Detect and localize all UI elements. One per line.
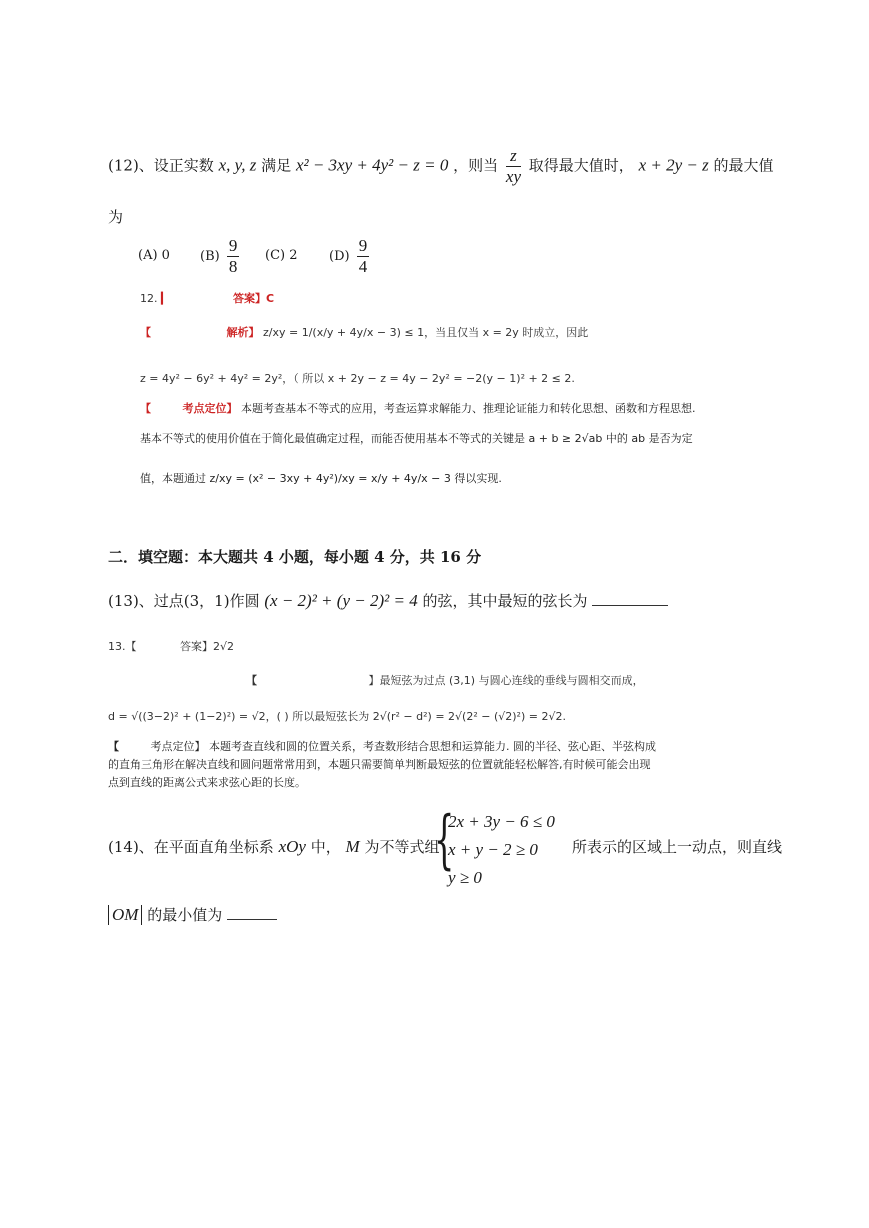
- q13-kd-text1: 本题考查直线和圆的位置关系，考查数形结合思想和运算能力. 圆的半径、弦心距、半弦构成: [209, 740, 656, 753]
- q13-analysis-line2: d = √((3−2)² + (1−2)²) = √2，( ) 所以最短弦长为 2√(r² − d²) = 2√(2² − (√2)²) = 2√2.: [108, 710, 566, 723]
- q12-frac-num: z: [506, 146, 521, 167]
- q14-point: M: [345, 837, 360, 856]
- q12-stem: [108, 146, 774, 187]
- q13-answer-blank[interactable]: [592, 605, 668, 606]
- q13-tail: 的弦，其中最短的弦长为: [422, 592, 588, 610]
- q13-analysis-text: 】最短弦为过点 (3,1) 与圆心连线的垂线与圆相交而成，: [368, 674, 644, 687]
- q12-equation: x² − 3xy + 4y² − z = 0: [295, 155, 449, 175]
- q12-option-d: [329, 236, 372, 277]
- q12-analysis-bracket: 【: [140, 326, 151, 339]
- q12-answer: 12. ▎ 答案】C: [140, 292, 275, 305]
- q12-expr: x + 2y − z: [638, 155, 709, 175]
- q12-vars: x, y, z: [218, 155, 257, 175]
- section2-title: 二．填空题：本大题共 4 小题，每小题 4 分，共 16 分: [108, 548, 482, 566]
- q13-analysis-line1: [246, 672, 644, 688]
- q14-system: xOy: [278, 837, 306, 856]
- q12-kd-line2: 基本不等式的使用价值在于简化最值确定过程，而能否使用基本不等式的关键是 a + b ≥ 2√ab 中的 ab 是否为定: [140, 432, 693, 445]
- q12-kd-text1: 本题考查基本不等式的应用，考查运算求解能力、推理论证能力和转化思想、函数和方程思想.: [241, 402, 696, 415]
- q13-answer: [108, 638, 234, 654]
- q14-answer-blank[interactable]: [227, 919, 277, 920]
- q12-max-text: 取得最大值时，: [528, 156, 634, 175]
- q14-brace: {: [434, 803, 455, 877]
- q12-option-b: [200, 236, 242, 277]
- q12-label: (12)、设正实数: [108, 156, 214, 175]
- q13-kd-bracket: 【: [108, 740, 119, 753]
- q13-kd-line2: 的直角三角形在解决直线和圆问题常常用到，本题只需要简单判断最短弦的位置就能轻松解答,有时候可能会出现: [108, 758, 651, 771]
- option-d-label: (D): [329, 249, 350, 264]
- q13-stem: [108, 590, 668, 611]
- q14-line2-tail: 的最小值为: [147, 906, 223, 924]
- q12-cond-prefix: 满足: [261, 156, 292, 175]
- option-b-num: 9: [228, 236, 238, 255]
- q13-answer-label: 答案】2√2: [180, 640, 235, 653]
- q12-analysis-line1: [140, 324, 588, 340]
- q14-line2: [108, 904, 277, 925]
- q14-ineq-2: x + y − 2 ≥ 0: [448, 840, 538, 859]
- q13-kd-line1: [108, 738, 656, 754]
- option-b-den: 8: [228, 257, 238, 276]
- q14-stem: [108, 836, 440, 857]
- q12-then: ，则当: [453, 156, 499, 175]
- q14-om-expr: OM: [108, 905, 142, 925]
- q12-fraction: [506, 146, 521, 187]
- q14-inequalities: [448, 808, 555, 892]
- option-d-den: 4: [358, 257, 368, 276]
- q14-mid: 中，: [310, 838, 341, 856]
- q13-analysis-bracket: 【: [246, 674, 257, 687]
- q12-kd-line3: 值，本题通过 z/xy = (x² − 3xy + 4y²)/xy = x/y + 4y/x − 3 得以实现.: [140, 472, 502, 485]
- option-b-label: (B): [200, 249, 220, 264]
- q14-ineq-3: y ≥ 0: [448, 868, 482, 887]
- q13-kd-label: 考点定位】: [150, 740, 206, 753]
- q12-option-a: [138, 236, 170, 276]
- q12-kd-bracket: 【: [140, 402, 151, 415]
- q12-analysis-line2: z = 4y² − 6y² + 4y² = 2y²，（ 所以 x + 2y − z = 4y − 2y² = −2(y − 1)² + 2 ≤ 2.: [140, 372, 575, 385]
- q14-tail: 所表示的区域上一动点，则直线: [572, 838, 783, 856]
- q12-answer-no: 12.: [140, 292, 158, 305]
- q12-kd-line1: [140, 400, 696, 416]
- q12-kd-label: 考点定位】: [182, 402, 238, 415]
- q12-frac-den: xy: [505, 167, 521, 186]
- option-a-label: (A) 0: [138, 248, 170, 263]
- q13-answer-no: 13.【: [108, 640, 137, 653]
- option-c-label: (C) 2: [265, 248, 298, 263]
- q12-option-c: [265, 236, 298, 276]
- option-d-num: 9: [358, 236, 368, 255]
- q12-tail: 的最大值: [713, 156, 774, 175]
- q12-analysis-label: 解析】: [226, 326, 260, 339]
- q12-analysis-text1: z/xy = 1/(x/y + 4y/x − 3) ≤ 1，当且仅当 x = 2y 时成立，因此: [263, 326, 589, 339]
- q14-ineq-1: 2x + 3y − 6 ≤ 0: [448, 812, 555, 831]
- option-b-fraction: [227, 236, 240, 277]
- q14-label: (14)、在平面直角坐标系: [108, 838, 274, 856]
- q13-kd-line3: 点到直线的距离公式来求弦心距的长度。: [108, 776, 306, 789]
- q14-mid2: 为不等式组: [364, 838, 440, 856]
- option-d-fraction: [357, 236, 370, 277]
- q13-equation: (x − 2)² + (y − 2)² = 4: [264, 591, 418, 610]
- q13-label: (13)、过点(3，1)作圆: [108, 592, 260, 610]
- q12-line2: 为: [108, 208, 124, 226]
- q12-answer-label: 答案】C: [232, 292, 275, 305]
